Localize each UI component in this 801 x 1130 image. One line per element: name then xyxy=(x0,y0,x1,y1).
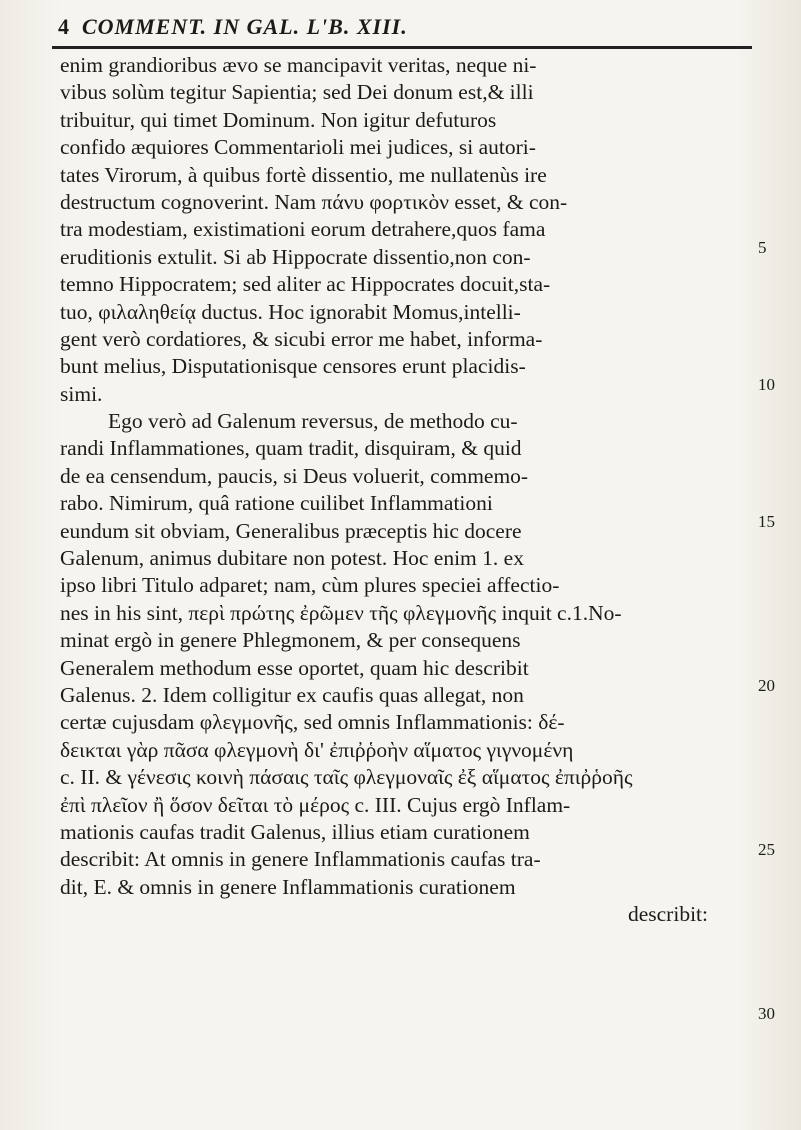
page-number: 4 xyxy=(58,14,70,39)
running-title: COMMENT. IN GAL. L'B. XIII. xyxy=(82,14,408,39)
line-number: 15 xyxy=(758,512,775,531)
line-number: 10 xyxy=(758,375,775,394)
text-line: describit: xyxy=(627,902,708,927)
text-line: nes in his sint, περὶ πρώτης ἐρῶμεν τῆς φλεγμονῆς inquit c.1.No- xyxy=(60,600,622,625)
line-number: 25 xyxy=(758,840,775,859)
text-line: ἐπὶ πλεῖον ἢ ὅσον δεῖται τὸ μέρος c. III. Cujus ergò Inflam- xyxy=(60,792,571,817)
text-line: enim grandioribus ævo se mancipavit veritas, neque ni- xyxy=(60,53,537,77)
header-rule xyxy=(52,46,752,49)
text-line: rabo. Nimirum, quâ ratione cuilibet Inflammationi xyxy=(60,491,493,516)
text-line: tribuitur, qui timet Dominum. Non igitur defuturos xyxy=(60,107,497,132)
body-text xyxy=(60,52,748,929)
line-number: 20 xyxy=(758,676,775,695)
text-line: de ea censendum, paucis, si Deus voluerit, commemo- xyxy=(60,463,529,488)
running-header xyxy=(58,14,748,44)
text-line: tra modestiam, existimationi eorum detrahere,quos fama xyxy=(60,217,546,242)
text-line: describit: At omnis in genere Inflammationis caufas tra- xyxy=(60,847,541,872)
text-line: gent verò cordatiores, & sicubi error me habet, informa- xyxy=(60,326,543,351)
text-line: certæ cujusdam φλεγμονῆς, sed omnis Inflammationis: δέ- xyxy=(60,710,565,735)
text-line: vibus solùm tegitur Sapientia; sed Dei donum est,& illi xyxy=(60,80,534,105)
text-line: simi. xyxy=(60,381,103,406)
text-line: confido æquiores Commentarioli mei judices, si autori- xyxy=(60,135,536,160)
text-line: mationis caufas tradit Galenus, illius etiam curationem xyxy=(60,819,530,844)
line-number: 5 xyxy=(758,238,767,257)
text-line: randi Inflammationes, quam tradit, disquiram, & quid xyxy=(60,436,522,461)
text-line: tates Virorum, à quibus fortè dissentio, me nullatenùs ire xyxy=(60,162,547,187)
text-line: tuo, φιλαληθείᾳ ductus. Hoc ignorabit Momus,intelli- xyxy=(60,299,521,324)
text-line: Generalem methodum esse oportet, quam hic describit xyxy=(60,655,529,680)
line-number: 30 xyxy=(758,1004,775,1023)
text-line: dit, E. & omnis in genere Inflammationis curationem xyxy=(60,874,516,899)
text-line: bunt melius, Disputationisque censores erunt placidis- xyxy=(60,354,526,379)
text-line: Galenus. 2. Idem colligitur ex caufis quas allegat, non xyxy=(60,682,524,707)
text-line: ipso libri Titulo adparet; nam, cùm plures speciei affectio- xyxy=(60,573,560,598)
text-line: destructum cognoverint. Nam πάνυ φορτικὸν esset, & con- xyxy=(60,189,568,214)
text-line: temno Hippocratem; sed aliter ac Hippocrates docuit,sta- xyxy=(60,272,551,297)
text-line: δεικται γὰρ πᾶσα φλεγμονὴ δι' ἐπιῤῥοὴν αἵματος γιγνομένη xyxy=(60,737,574,762)
text-line: Ego verò ad Galenum reversus, de methodo cu- xyxy=(108,409,518,434)
text-line: c. II. & γένεσις κοινὴ πάσαις ταῖς φλεγμοναῖς ἐξ αἵματος ἐπιῤῥοῆς xyxy=(60,765,633,790)
text-line: minat ergò in genere Phlegmonem, & per consequens xyxy=(60,628,521,653)
text-line: eundum sit obviam, Generalibus præceptis hic docere xyxy=(60,518,522,543)
text-line: Galenum, animus dubitare non potest. Hoc enim 1. ex xyxy=(60,546,524,571)
text-line: eruditionis extulit. Si ab Hippocrate dissentio,non con- xyxy=(60,244,531,269)
